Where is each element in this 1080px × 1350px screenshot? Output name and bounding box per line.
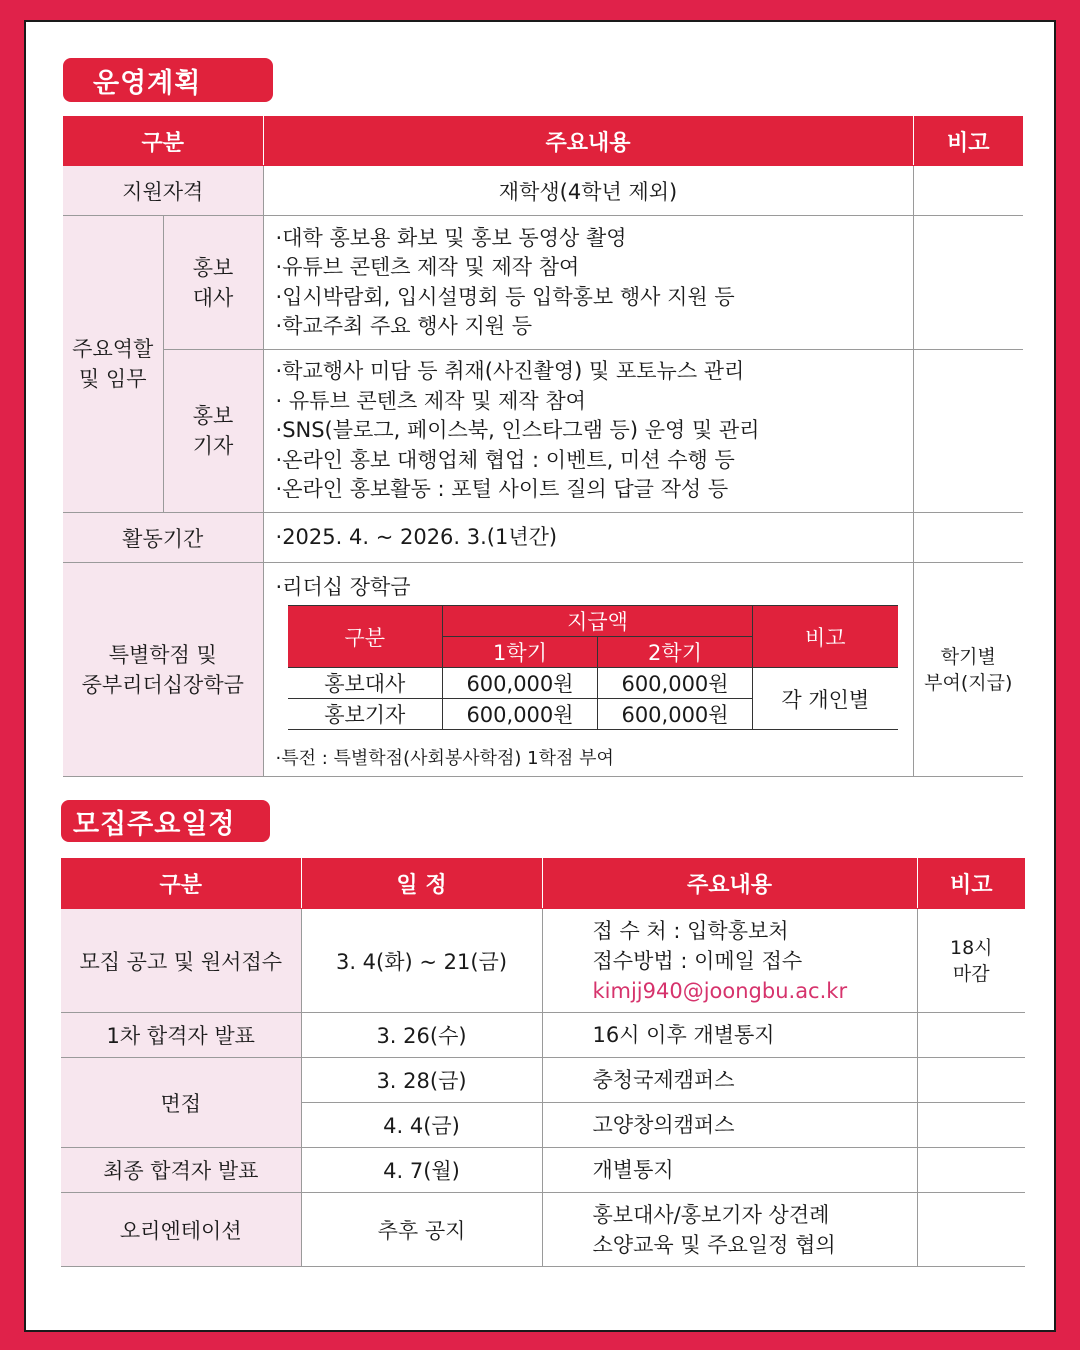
scholarship-remark: 학기별 부여(지급) — [913, 563, 1023, 777]
period-content: ·2025. 4. ~ 2026. 3.(1년간) — [263, 513, 913, 563]
orientation-label: 오리엔테이션 — [61, 1193, 301, 1267]
interview-date-1: 3. 28(금) — [301, 1058, 542, 1103]
period-note — [913, 513, 1023, 563]
list-item: ·유튜브 콘텐츠 제작 및 제작 참여 — [275, 255, 580, 279]
interview-label: 면접 — [61, 1058, 301, 1148]
list-item: ·대학 홍보용 화보 및 홍보 동영상 촬영 — [275, 225, 627, 250]
first-result-content: 16시 이후 개별통지 — [542, 1013, 917, 1058]
interview-content-1: 충청국제캠퍼스 — [542, 1058, 917, 1103]
schedule-header-category: 구분 — [61, 859, 301, 909]
first-result-label: 1차 합격자 발표 — [61, 1013, 301, 1058]
schedule-section-title: 모집주요일정 — [61, 800, 270, 842]
list-item: · 유튜브 콘텐츠 제작 및 제작 참여 — [275, 388, 586, 413]
orientation-content: 홍보대사/홍보기자 상견례 소양교육 및 주요일정 협의 — [542, 1193, 917, 1267]
plan-section-title: 운영계획 — [63, 58, 273, 102]
interview-date-2: 4. 4(금) — [301, 1103, 542, 1148]
table-row: 홍보대사 600,000원 600,000원 각 개인별 — [288, 668, 898, 699]
reporter-duties — [263, 350, 913, 513]
scholarship-heading: ·리더십 장학금 — [275, 575, 411, 599]
eligibility-label: 지원자격 — [63, 166, 263, 216]
plan-header-note: 비고 — [913, 117, 1023, 166]
interview-content-2: 고양창의캠퍼스 — [542, 1103, 917, 1148]
scholarship-header-note: 비고 — [753, 606, 898, 668]
period-label: 활동기간 — [63, 513, 263, 563]
scholarship-table — [288, 605, 898, 730]
schedule-header-note: 비고 — [917, 859, 1025, 909]
scholarship-note: 각 개인별 — [753, 668, 898, 730]
ambassador-note — [913, 216, 1023, 350]
final-result-content: 개별통지 — [542, 1148, 917, 1193]
schedule-table — [61, 858, 1025, 1267]
final-result-label: 최종 합격자 발표 — [61, 1148, 301, 1193]
plan-header-content: 주요내용 — [263, 117, 913, 166]
recruit-date: 3. 4(화) ~ 21(금) — [301, 909, 542, 1013]
reporter-note — [913, 350, 1023, 513]
scholarship-content — [263, 563, 913, 777]
plan-table — [63, 116, 1023, 777]
reporter-label: 홍보 기자 — [163, 350, 263, 513]
scholarship-extra: ·특전 : 특별학점(사회봉사학점) 1학점 부여 — [275, 748, 614, 769]
list-item: ·온라인 홍보활동 : 포털 사이트 질의 답글 작성 등 — [275, 477, 729, 502]
scholarship-header-amount: 지급액 — [443, 606, 753, 637]
recruit-content: 접 수 처 : 입학홍보처 접수방법 : 이메일 접수 kimjj940@joongbu.ac.kr — [542, 909, 917, 1013]
recruit-note: 18시 마감 — [917, 909, 1025, 1013]
schedule-header-content: 주요내용 — [542, 859, 917, 909]
plan-header-category: 구분 — [63, 117, 263, 166]
roles-label: 주요역할 및 임무 — [63, 216, 163, 513]
eligibility-note — [913, 166, 1023, 216]
list-item: ·학교주최 주요 행사 지원 등 — [275, 314, 533, 338]
first-result-date: 3. 26(수) — [301, 1013, 542, 1058]
email-link[interactable]: kimjj940@joongbu.ac.kr — [592, 978, 848, 1003]
list-item: ·SNS(블로그, 페이스북, 인스타그램 등) 운영 및 관리 — [275, 418, 760, 443]
list-item: ·온라인 홍보 대행업체 협업 : 이벤트, 미션 수행 등 — [275, 447, 735, 472]
schedule-header-date: 일 정 — [301, 859, 542, 909]
list-item: ·학교행사 미담 등 취재(사진촬영) 및 포토뉴스 관리 — [275, 359, 745, 384]
scholarship-header-sem1: 1학기 — [443, 637, 598, 668]
eligibility-content: 재학생(4학년 제외) — [263, 166, 913, 216]
orientation-date: 추후 공지 — [301, 1193, 542, 1267]
scholarship-header-sem2: 2학기 — [598, 637, 753, 668]
table-row: 홍보기자 600,000원 600,000원 — [288, 699, 898, 730]
recruit-label: 모집 공고 및 원서접수 — [61, 909, 301, 1013]
final-result-date: 4. 7(월) — [301, 1148, 542, 1193]
ambassador-label: 홍보 대사 — [163, 216, 263, 350]
ambassador-duties — [263, 216, 913, 350]
scholarship-header-category: 구분 — [288, 606, 443, 668]
scholarship-label: 특별학점 및 중부리더십장학금 — [63, 563, 263, 777]
list-item: ·입시박람회, 입시설명회 등 입학홍보 행사 지원 등 — [275, 284, 735, 309]
